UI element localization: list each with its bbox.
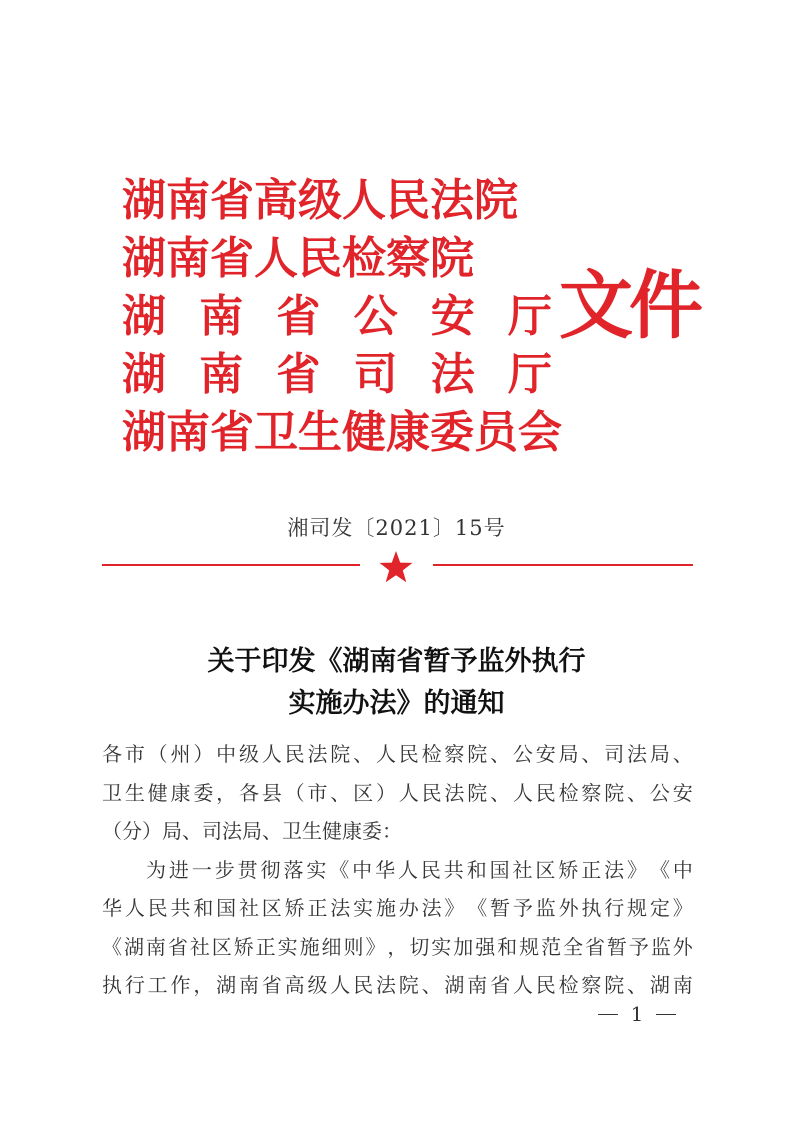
issuer-block bbox=[122, 172, 562, 462]
notice-title-line-1: 关于印发《湖南省暂予监外执行 bbox=[207, 646, 586, 677]
issuer-line-3: 湖 南 省 公 安 厅 bbox=[122, 291, 552, 342]
issuer-line-5: 湖南省卫生健康委员会 bbox=[122, 407, 562, 458]
body-line-2: 卫 生 健 康 委 ， 各 县 （ 市 、 区 ） 人 民 法 院 、 人 民 检 察 院 、 公 安 bbox=[102, 781, 693, 805]
issuer-line-1: 湖南省高级人民法院 bbox=[122, 175, 518, 226]
body-line-5: 华 人 民 共 和 国 社 区 矫 正 法 实 施 办 法 》 《 暂 予 监 外 执 行 规 定 》 bbox=[102, 896, 693, 920]
body-line-1: 各 市 （ 州 ） 中 级 人 民 法 院 、 人 民 检 察 院 、 公 安 局 、 司 法 局 、 bbox=[102, 742, 693, 766]
issuer-line-4: 湖 南 省 司 法 厅 bbox=[122, 349, 552, 400]
page-number: 1 bbox=[630, 1002, 644, 1026]
body-line-4: 为 进 一 步 贯 彻 落 实 《 中 华 人 民 共 和 国 社 区 矫 正 法 》 《 中 bbox=[146, 858, 693, 882]
page-footer bbox=[598, 1002, 676, 1026]
footer-dash-right bbox=[656, 1014, 676, 1015]
footer-dash-left bbox=[598, 1014, 618, 1015]
document-suffix: 文件 bbox=[559, 263, 699, 349]
divider-left bbox=[102, 564, 360, 566]
body-line-7: 执 行 工 作 ， 湖 南 省 高 级 人 民 法 院 、 湖 南 省 人 民 检 察 院 、 湖 南 bbox=[102, 973, 693, 997]
issuer-line-2: 湖南省人民检察院 bbox=[122, 233, 474, 284]
divider-right bbox=[433, 564, 693, 566]
star-icon bbox=[378, 550, 414, 584]
body-line-3: （分）局、司法局、卫生健康委： bbox=[102, 819, 402, 843]
body-line-6: 《 湖 南 省 社 区 矫 正 实 施 细 则 》 ， 切 实 加 强 和 规 范 全 省 暂 予 监 外 bbox=[102, 935, 693, 959]
document-number: 湘司发〔2021〕15号 bbox=[287, 516, 506, 540]
notice-title-line-2: 实施办法》的通知 bbox=[288, 688, 505, 719]
